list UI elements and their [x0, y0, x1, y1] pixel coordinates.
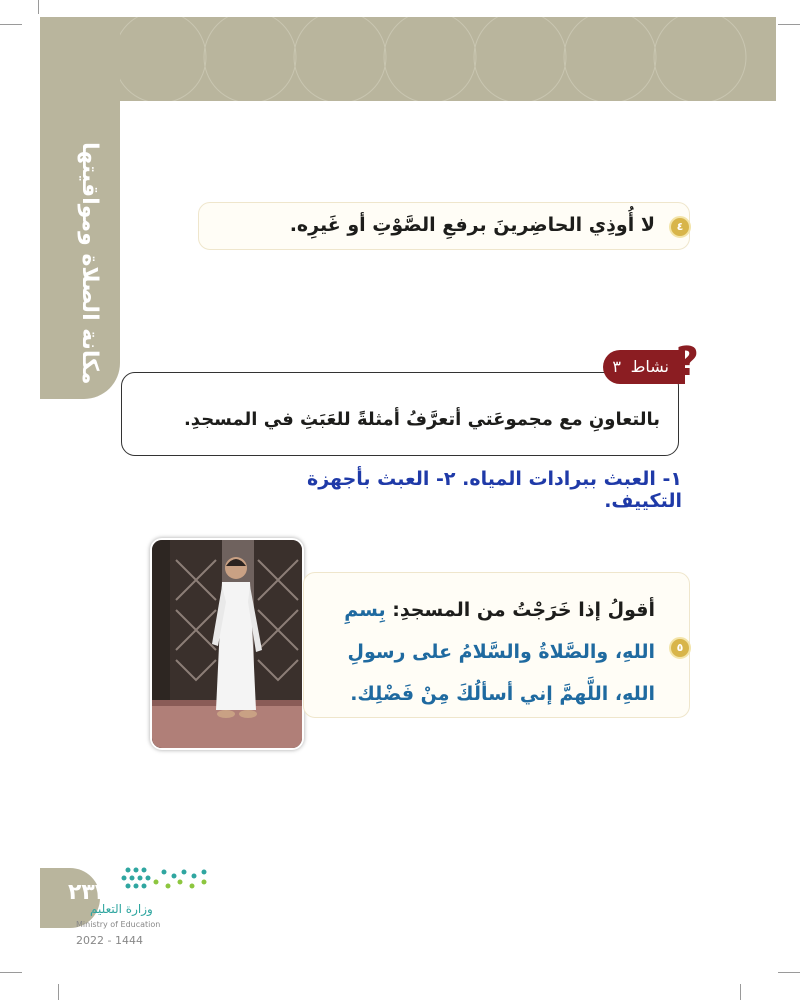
page-number: ٢٣٢ — [68, 880, 109, 905]
crop-mark — [0, 24, 22, 25]
ministry-dots-icon — [68, 862, 218, 902]
crop-mark — [38, 0, 39, 14]
rule-text-dark: أقولُ إذا خَرَجْتُ من المسجدِ: — [392, 599, 655, 621]
header-band — [40, 17, 776, 101]
activity-box — [121, 372, 679, 456]
ministry-logo — [68, 862, 218, 952]
rule-number-badge: ٤ — [669, 216, 691, 238]
rule-box-4 — [198, 202, 690, 250]
crop-mark — [778, 972, 800, 973]
ministry-name-en: Ministry of Education — [76, 920, 161, 929]
rule-supplication — [320, 589, 655, 715]
pattern-ornament — [40, 17, 776, 101]
crop-mark — [778, 24, 800, 25]
activity-instruction: بالتعاونِ مع مجموعَتي أتعرَّفُ أمثلةً للعَبَثِ في المسجدِ. — [183, 409, 660, 430]
chapter-title: مكانة الصلاة ومواقيتها — [77, 142, 102, 385]
photo-illustration — [152, 540, 302, 748]
crop-mark — [58, 984, 59, 1000]
activity-number: ٣ — [612, 357, 621, 376]
edition-year: 2022 - 1444 — [76, 934, 143, 947]
rule-box-5 — [303, 572, 690, 718]
question-mark-icon: ? — [675, 339, 699, 385]
activity-label: نشاط — [630, 357, 669, 376]
boy-mosque-photo — [150, 538, 304, 750]
rule-text: لا أُوذِي الحاضِرينَ برفعِ الصَّوْتِ أو غَيرِه. — [289, 214, 655, 236]
rule-number-badge: ٥ — [669, 637, 691, 659]
rule-text-blue: بِسمِ اللهِ، والصَّلاةُ والسَّلامُ على رسولِ اللهِ، اللَّهمَّ إني أسألُكَ مِنْ فَضْلِك. — [344, 599, 655, 705]
crop-mark — [0, 972, 22, 973]
activity-answer: ١- العبث ببرادات المياه. ٢- العبث بأجهزة التكييف. — [307, 468, 682, 512]
activity-tab — [603, 339, 699, 385]
ministry-name-ar: وزارة التعليم — [90, 902, 153, 916]
crop-mark — [740, 984, 741, 1000]
